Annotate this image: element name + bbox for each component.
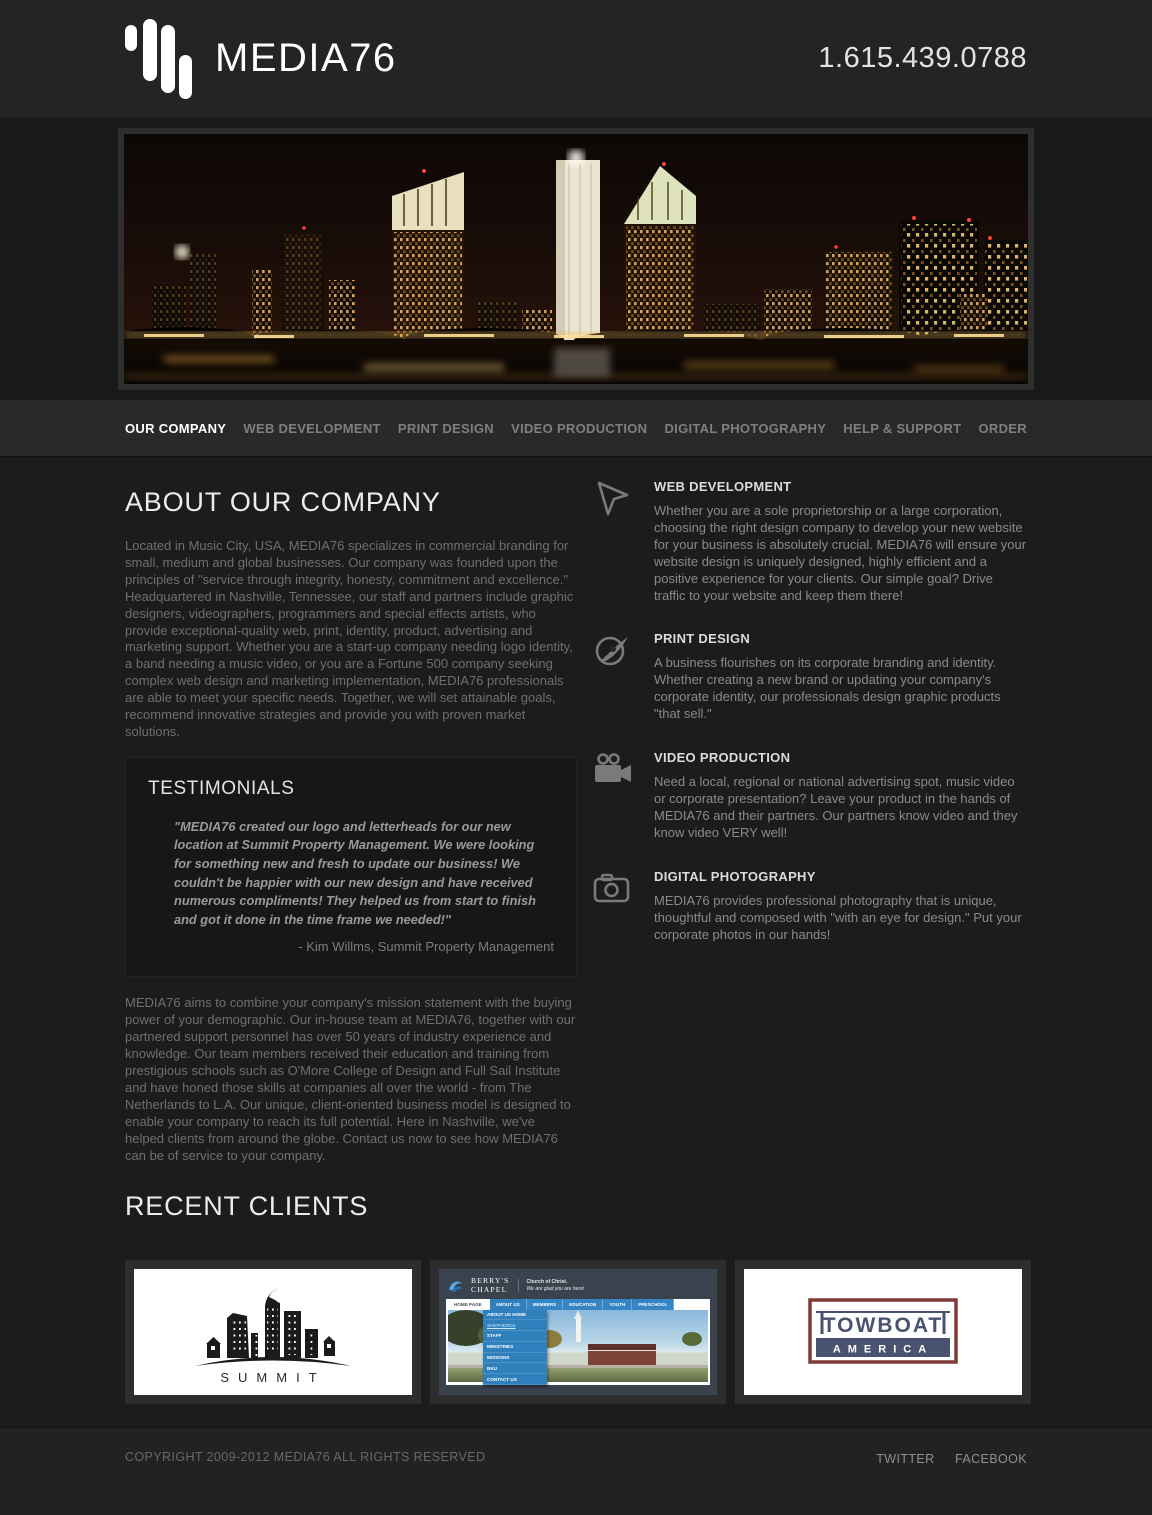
main-content — [0, 457, 1152, 1404]
service-text: MEDIA76 provides professional photography that is unique, thoughtful and composed with "with an eye for design." Put your corporate photos in our hands! — [654, 892, 1022, 942]
service-title: VIDEO PRODUCTION — [654, 750, 791, 766]
site-header — [0, 0, 1152, 117]
media76-logo-bars-icon — [125, 19, 195, 99]
mini-dropdown-item: BKU — [483, 1363, 547, 1374]
page-title: ABOUT OUR COMPANY — [125, 487, 441, 517]
testimonials-box — [125, 757, 577, 978]
towboat-america-logo — [778, 1276, 988, 1388]
media76-logo[interactable] — [125, 19, 397, 99]
mini-nav-item: ABOUT US — [490, 1299, 527, 1310]
photo-camera-icon — [592, 867, 654, 944]
testimonial-quote: "MEDIA76 created our logo and letterheads for our new location at Summit Property Management. We were looking for something new and fresh to update our business! We couldn't be happier with our new design and have received numerous compliments! They helped us from start to finish and got it done in the time frame we needed!" — [174, 818, 536, 927]
service-text: Whether you are a sole proprietorship or a large corporation, choosing the right design company to develop your new website for your business is absolutely crucial. MEDIA76 will ensure your website design is uniquely designed, highly efficient and a positive experience for your clients. Our simple goal? Drive traffic to your website and keep them there! — [654, 503, 1027, 603]
main-navigation — [0, 400, 1152, 457]
mini-nav-item: MEMBERS — [527, 1299, 563, 1310]
service-text: A business flourishes on its corporate branding and identity. Whether creating a new brand or updating your company's corporate identity, our professionals design graphic products "that sell." — [654, 655, 1001, 722]
recent-clients-title: RECENT CLIENTS — [125, 1190, 369, 1221]
client-thumbnail-summit[interactable] — [125, 1260, 421, 1404]
phone-number: 1.615.439.0788 — [818, 42, 1027, 74]
berrys-chapel-dropdown — [483, 1310, 547, 1385]
testimonials-title: TESTIMONIALS — [148, 777, 295, 799]
nav-item-web-development[interactable]: WEB DEVELOPMENT — [243, 420, 381, 436]
hero-section — [0, 117, 1152, 400]
pen-nib-icon — [592, 629, 654, 723]
recent-clients-row — [125, 1260, 1031, 1404]
service-print-design — [592, 629, 1027, 723]
client-thumbnail-towboat-america[interactable] — [735, 1260, 1031, 1404]
nav-item-digital-photography[interactable]: DIGITAL PHOTOGRAPHY — [664, 420, 827, 436]
mini-nav-item: YOUTH — [603, 1299, 632, 1310]
mini-dropdown-item: CONTACT US — [483, 1374, 547, 1385]
service-title: WEB DEVELOPMENT — [654, 479, 792, 494]
hero-image-frame — [118, 128, 1034, 390]
berrys-chapel-mini-site — [439, 1269, 717, 1395]
service-web-development — [592, 477, 1027, 604]
nav-item-order[interactable]: ORDER — [978, 420, 1027, 436]
twitter-link[interactable]: TWITTER — [876, 1451, 935, 1466]
mini-dropdown-item: SHEPHERDS — [483, 1320, 547, 1331]
service-title: PRINT DESIGN — [654, 631, 751, 647]
about-paragraph-2: MEDIA76 aims to combine your company's mission statement with the buying power of your demographic. Our in-house team at MEDIA76, together with our partnered support personnel has over 50 years of industry experience and knowledge. Our team members received their education and training from prestigious schools such as O'More College of Design and Full Sail Institute and have honed those skills at companies all over the world - from The Netherlands to L.A. Our unique, client-oriented business model is designed to enable your company to reach its full potential. Here in Nashville, we've helped clients from around the globe. Contact us now to see how MEDIA76 can be of service to your company. — [125, 995, 576, 1163]
nav-item-video-production[interactable]: VIDEO PRODUCTION — [511, 420, 648, 436]
nav-item-print-design[interactable]: PRINT DESIGN — [397, 420, 494, 436]
mini-nav-item: PRESCHOOL — [632, 1299, 674, 1310]
america-logo-text: AMERICA — [832, 1343, 934, 1355]
about-paragraph-1: Located in Music City, USA, MEDIA76 specializes in commercial branding for small, medium and global businesses. Our company was founded upon the principles of "service through integrity, honesty, commitment and excellence." Headquartered in Nashville, Tennessee, our staff and partners include graphic designers, videographers, programmers and special effects artists, who provide exceptional-quality web, print, identity, product, advertising and marketing support. Whether you are a start-up company needing logo identity, a band needing a music video, or you are a Fortune 500 company seeking complex web design and marketing implementation, MEDIA76 professionals are able to meet your specific needs. Together, we will set attainable goals, recommend innovative strategies and provide you with proven market solutions. — [125, 538, 574, 739]
berrys-chapel-brand: BERRY'S CHAPEL — [471, 1276, 510, 1294]
service-title: DIGITAL PHOTOGRAPHY — [654, 868, 816, 884]
video-camera-icon — [592, 748, 654, 842]
summit-logo — [173, 1276, 373, 1388]
service-text: Need a local, regional or national advertising spot, music video or corporate presentation? Leave your product in the hands of MEDIA76 and their partners. Our partners know video and they know video VERY well! — [654, 774, 1018, 840]
client-thumbnail-berrys-chapel[interactable] — [430, 1260, 726, 1404]
summit-logo-text: SUMMIT — [220, 1369, 326, 1385]
facebook-link[interactable]: FACEBOOK — [955, 1451, 1027, 1466]
berrys-chapel-swirl-icon — [447, 1278, 467, 1294]
footer-links — [860, 1450, 1027, 1468]
nav-item-help-support[interactable]: HELP & SUPPORT — [843, 420, 962, 436]
cursor-icon — [592, 477, 654, 604]
site-title: MEDIA76 — [215, 36, 397, 80]
towboat-logo-text: TOWBOAT — [822, 1313, 944, 1337]
divider — [518, 1279, 519, 1292]
service-digital-photography — [592, 867, 1027, 944]
mini-dropdown-item: STAFF — [483, 1331, 547, 1342]
mini-nav-item: EDUCATION — [563, 1299, 603, 1310]
service-video-production — [592, 748, 1027, 842]
mini-dropdown-item: MISSIONS — [483, 1353, 547, 1364]
nav-item-our-company[interactable]: OUR COMPANY — [125, 420, 227, 436]
berrys-chapel-tagline: Church of Christ. We are glad you are here! — [526, 1279, 585, 1292]
city-skyline-night-image — [124, 134, 1028, 384]
mini-dropdown-item: ABOUT US HOME — [483, 1310, 547, 1321]
mini-nav-item: HOME PAGE — [448, 1299, 488, 1310]
mini-dropdown-item: MINISTRIES — [483, 1342, 547, 1353]
copyright-text: COPYRIGHT 2009-2012 MEDIA76 ALL RIGHTS RESERVED — [125, 1449, 486, 1464]
berrys-chapel-mini-nav — [448, 1299, 708, 1310]
testimonial-attribution: - Kim Willms, Summit Property Management — [298, 939, 554, 955]
